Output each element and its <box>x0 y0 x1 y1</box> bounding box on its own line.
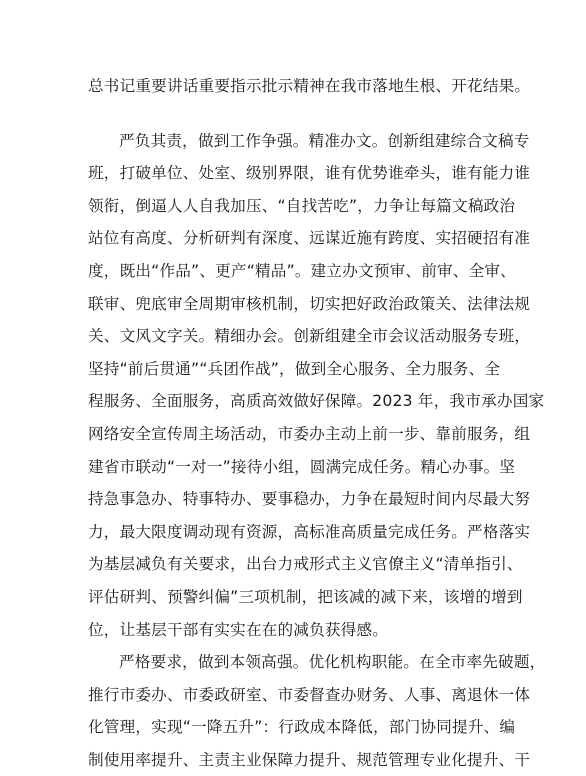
text-line: 持急事急办、特事特办、要事稳办，力争在最短时间内尽最大努 <box>88 490 531 509</box>
document-body <box>88 70 546 776</box>
text-line: 度，既出“作品”、更产“精品”。建立办文预审、前审、全审、 <box>88 261 516 280</box>
text-line: 班，打破单位、处室、级别界限，谁有优势谁牵头，谁有能力谁 <box>88 164 531 183</box>
text-line: 联审、兜底审全周期审核机制，切实把好政治政策关、法律法规 <box>88 294 531 313</box>
text-line: 领衔，倒逼人人自我加压、“自找苦吃”，力争让每篇文稿政治 <box>88 196 516 215</box>
text-line: 推行市委办、市委政研室、市委督查办财务、人事、离退休一体 <box>88 685 531 704</box>
paragraph-continuation <box>88 70 531 103</box>
text-line: 网络安全宣传周主场活动，市委办主动上前一步、靠前服务，组 <box>88 424 531 443</box>
paragraph-skill-strength <box>88 646 546 776</box>
text-line: 关、文风文字关。精细办会。创新组建全市会议活动服务专班， <box>88 327 531 346</box>
text-line: 评估研判、预警纠偏”三项机制，把该减的减下来，该增的增到 <box>88 587 523 606</box>
text-line: 严格要求，做到本领高强。优化机构职能。在全市率先破题， <box>119 653 546 672</box>
text-line: 建省市联动“一对一”接待小组，圆满完成任务。精心办事。坚 <box>88 457 516 476</box>
text-line: 力，最大限度调动现有资源，高标准高质量完成任务。严格落实 <box>88 522 531 541</box>
text-line: 制使用率提升、主责主业保障力提升、规范管理专业化提升、干 <box>88 750 531 769</box>
text-line: 总书记重要讲话重要指示批示精神在我市落地生根、开花结果。 <box>88 77 531 95</box>
text-line: 站位有高度、分析研判有深度、远谋近施有跨度、实招硬招有准 <box>88 229 531 248</box>
text-line: 严负其责，做到工作争强。精准办文。创新组建综合文稿专 <box>119 131 530 150</box>
text-line: 程服务、全面服务，高质高效做好保障。2023 年，我市承办国家 <box>88 392 545 411</box>
text-line: 位，让基层干部有实实在在的减负获得感。 <box>88 620 389 639</box>
text-line: 为基层减负有关要求，出台力戒形式主义官僚主义“清单指引、 <box>88 555 523 574</box>
paragraph-work-strength <box>88 125 545 647</box>
text-line: 坚持“前后贯通”“兵团作战”，做到全心服务、全力服务、全 <box>88 359 501 378</box>
text-line: 化管理，实现“一降五升”：行政成本降低，部门协同提升、编 <box>88 718 516 737</box>
